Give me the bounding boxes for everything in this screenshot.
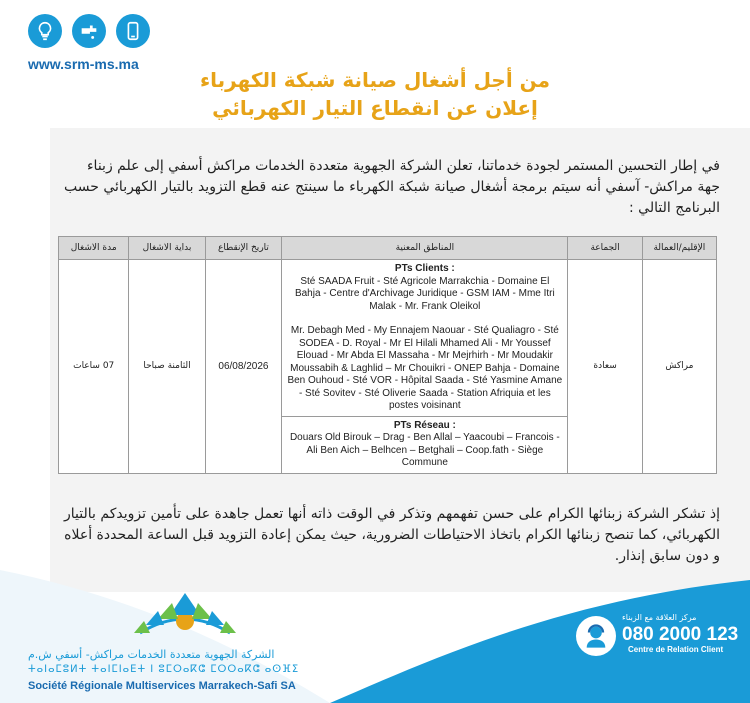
clients-list-2: Mr. Debagh Med - My Ennajem Naouar - Sté Qualiagro - Sté SODEA - D. Royal - Mr El Hilali Mhamed Ali - Mr Youssef Elouad - Mr Abda El Massaha - Mr Mejrhirh - Mr Moudakir Moussabih & Laghlid – Mr Chouikri - ONEP Bahja - Domaine Ben Ouhoud - Sté VOR - Hôpital Saada - Sté Yasmine Amane - Sté Sovitev - Sté Oliverie Saada - Station Afriquia et les postes voisinant [287, 325, 563, 411]
logo-french-name: Société Régionale Multiservices Marrakech-Safi SA [28, 680, 296, 692]
contact-center-arabic: مركز العلاقة مع الزبناء [622, 613, 697, 622]
cell-start: الثامنة صباحا [129, 260, 205, 474]
cell-commune: سعادة [568, 260, 642, 474]
contact-phone-number[interactable]: 080 2000 123 [622, 624, 739, 645]
cell-date: 06/08/2026 [205, 260, 282, 474]
outage-table [58, 236, 717, 474]
website-link[interactable]: www.srm-ms.ma [28, 56, 139, 72]
intro-text: في إطار التحسين المستمر لجودة خدماتنا، تعلن الشركة الجهوية متعددة الخدمات مراكش أسفي إلى علم زبناء جهة مراكش- آسفي أنه سيتم برمجة أشغال صيانة شبكة الكهرباء ما سينتج عنه قطع التزويد بالتيار الكهربائي حسب البرنامج التالي : [64, 158, 720, 216]
notice-title [0, 66, 750, 122]
cell-duration: 07 ساعات [59, 260, 129, 474]
contact-center-label: Centre de Relation Client [628, 645, 724, 654]
clients-list-1: Sté SAADA Fruit - Sté Agricole Marrakchia - Domaine El Bahja - Centre d'Archivage Juridique - GSM IAM - Mme Itri Malak - Mr. Frank Oleikol [294, 275, 555, 312]
phone-icon [116, 14, 150, 48]
header-date: تاريخ الإنقطاع [205, 237, 282, 260]
header-region: الإقليم/العمالة [642, 237, 716, 260]
clients-block [282, 260, 567, 417]
title-line-1: من أجل أشغال صيانة شبكة الكهرباء [199, 68, 551, 92]
light-bulb-icon [28, 14, 62, 48]
header-start: بداية الاشغال [129, 237, 205, 260]
table-row [59, 260, 717, 474]
water-tap-icon [72, 14, 106, 48]
service-icons [28, 14, 150, 48]
closing-text: إذ تشكر الشركة زبنائها الكرام على حسن تفهمهم وتذكر في الوقت ذاته أنها تعمل جاهدة على تأمين تزويدكم بالتيار الكهربائي، كما تنصح زبنائها الكرام باتخاذ الاحتياطات الضرورية، حيث يمكن إعادة التزويد قبل الساعة المحددة أعلاه و دون سابق إنذار. [64, 506, 720, 564]
reseau-block [282, 417, 567, 473]
title-line-2: إعلان عن انقطاع التيار الكهربائي [212, 96, 538, 120]
table-header-row [59, 237, 717, 260]
cell-region: مراكش [642, 260, 716, 474]
clients-title: PTs Clients : [394, 263, 455, 274]
srm-logo-icon [120, 585, 250, 645]
reseau-list: Douars Old Birouk – Drag - Ben Allal – Yaacoubi – Francois - Ali Ben Aich – Belhcen – Betghali – Coop.fath - Siège Commune [289, 432, 560, 468]
logo-arabic-name: الشركة الجهوية متعددة الخدمات مراكش- أسفي ش.م [28, 648, 275, 661]
header-commune: الجماعة [568, 237, 642, 260]
cell-zones [282, 260, 568, 474]
header-zones: المناطق المعنية [282, 237, 568, 260]
reseau-title: PTs Réseau : [393, 419, 456, 431]
header-duration: مدة الاشغال [59, 237, 129, 260]
logo-tifinagh-name: ⵜⴰⵏⴰⵎⵓⵍⵜ ⵜⴰⵏⵎⵏⴰⴹⵜ ⵏ ⵓⵎⵔⴰⴽⵛ ⵎⵔⵔⴰⴽⵛ ⴰⵙⴼⵉ [28, 664, 300, 675]
call-center-agent-icon [576, 616, 616, 656]
